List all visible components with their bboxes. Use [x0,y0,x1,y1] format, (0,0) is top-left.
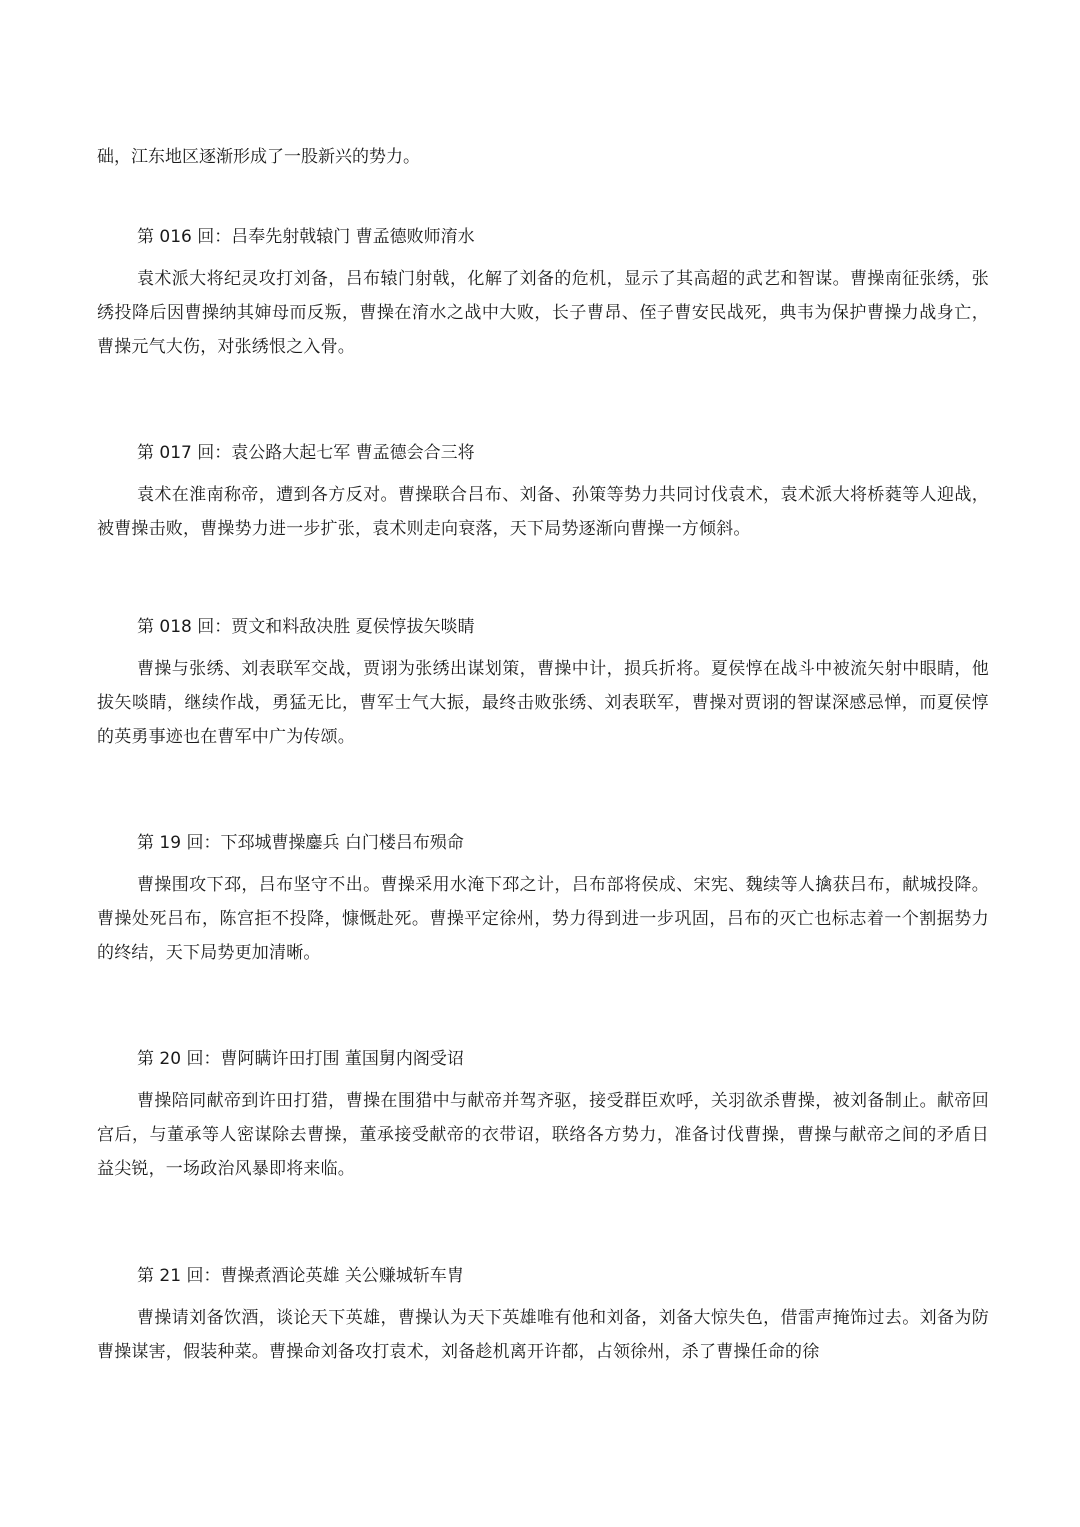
chapter-body: 曹操围攻下邳，吕布坚守不出。曹操采用水淹下邳之计，吕布部将侯成、宋宪、魏续等人擒获吕布，献城投降。曹操处死吕布，陈宫拒不投降，慷慨赴死。曹操平定徐州，势力得到进一步巩固，吕布的灭亡也标志着一个割据势力的终结，天下局势更加清晰。 [97,875,989,963]
chapter-section [97,1044,989,1186]
chapter-body: 曹操陪同献帝到许田打猎，曹操在围猎中与献帝并驾齐驱，接受群臣欢呼，关羽欲杀曹操，被刘备制止。献帝回宫后，与董承等人密谋除去曹操，董承接受献帝的衣带诏，联络各方势力，准备讨伐曹操，曹操与献帝之间的矛盾日益尖锐，一场政治风暴即将来临。 [97,1091,989,1179]
chapter-title: 第 017 回：袁公路大起七军 曹孟德会合三将 [137,443,475,463]
lead-paragraph: 础，江东地区逐渐形成了一股新兴的势力。 [97,147,420,167]
chapter-body: 袁术派大将纪灵攻打刘备，吕布辕门射戟，化解了刘备的危机，显示了其高超的武艺和智谋。曹操南征张绣，张绣投降后因曹操纳其婶母而反叛，曹操在淯水之战中大败，长子曹昂、侄子曹安民战死，典韦为保护曹操力战身亡，曹操元气大伤，对张绣恨之入骨。 [97,269,989,357]
chapter-title: 第 016 回：吕奉先射戟辕门 曹孟德败师淯水 [137,227,475,247]
chapter-body: 曹操与张绣、刘表联军交战，贾诩为张绣出谋划策，曹操中计，损兵折将。夏侯惇在战斗中被流矢射中眼睛，他拔矢啖睛，继续作战，勇猛无比，曹军士气大振，最终击败张绣、刘表联军，曹操对贾诩的智谋深感忌惮，而夏侯惇的英勇事迹也在曹军中广为传颂。 [97,659,989,747]
chapter-title: 第 19 回：下邳城曹操鏖兵 白门楼吕布殒命 [137,833,464,853]
chapter-section [97,222,989,364]
chapter-title: 第 21 回：曹操煮酒论英雄 关公赚城斩车胄 [137,1266,464,1286]
chapter-body: 袁术在淮南称帝，遭到各方反对。曹操联合吕布、刘备、孙策等势力共同讨伐袁术，袁术派大将桥蕤等人迎战，被曹操击败，曹操势力进一步扩张，袁术则走向衰落，天下局势逐渐向曹操一方倾斜。 [97,485,989,539]
chapter-section [97,612,989,754]
chapter-section [97,1261,989,1369]
chapter-section [97,828,989,970]
chapter-title: 第 018 回：贾文和料敌决胜 夏侯惇拔矢啖睛 [137,617,475,637]
chapter-body: 曹操请刘备饮酒，谈论天下英雄，曹操认为天下英雄唯有他和刘备，刘备大惊失色，借雷声掩饰过去。刘备为防曹操谋害，假装种菜。曹操命刘备攻打袁术，刘备趁机离开许都，占领徐州，杀了曹操任命的徐 [97,1308,989,1362]
chapter-section [97,438,989,546]
chapter-title: 第 20 回：曹阿瞒许田打围 董国舅内阁受诏 [137,1049,464,1069]
